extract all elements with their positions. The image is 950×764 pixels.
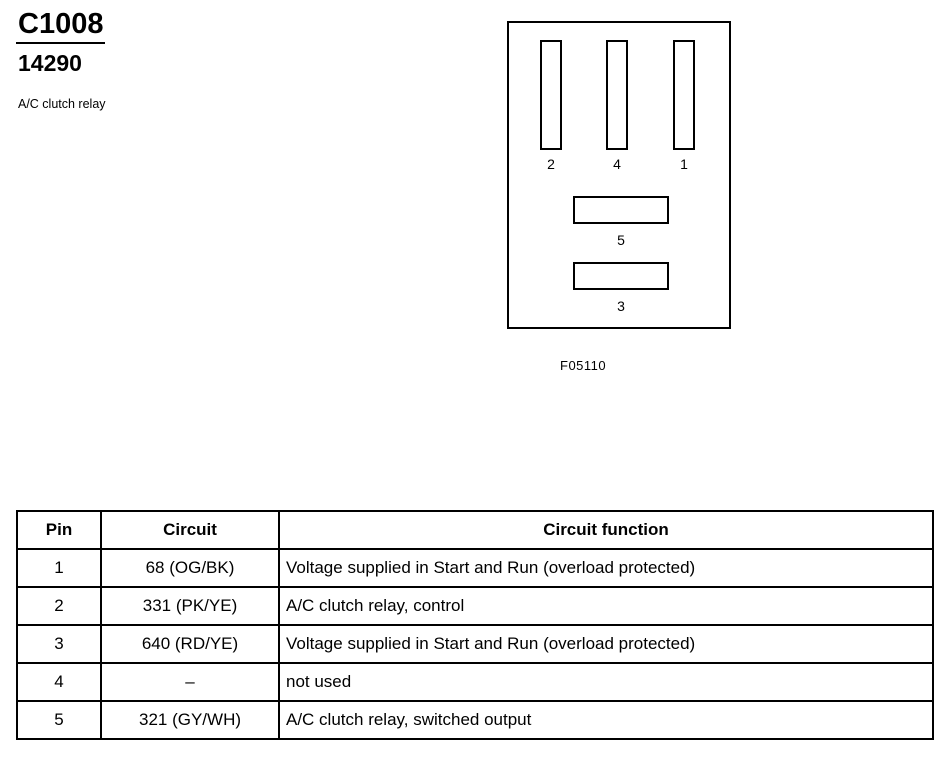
cell-function: A/C clutch relay, switched output [279, 701, 933, 739]
cavity-2 [540, 40, 562, 150]
connector-diagram [507, 21, 733, 331]
table-row [17, 625, 933, 663]
cell-function: A/C clutch relay, control [279, 587, 933, 625]
cavity-label-2: 2 [547, 156, 555, 172]
cavity-1 [673, 40, 695, 150]
pin-table [16, 510, 934, 740]
table-header-row [17, 511, 933, 549]
cell-circuit: 68 (OG/BK) [101, 549, 279, 587]
cell-pin: 5 [17, 701, 101, 739]
cell-function: not used [279, 663, 933, 701]
cavity-label-1: 1 [680, 156, 688, 172]
cavity-label-4: 4 [613, 156, 621, 172]
connector-id: C1008 [16, 8, 105, 44]
table-row [17, 663, 933, 701]
column-header-pin: Pin [17, 511, 101, 549]
table-row [17, 549, 933, 587]
cell-function: Voltage supplied in Start and Run (overload protected) [279, 549, 933, 587]
header-block [16, 8, 316, 112]
cell-pin: 4 [17, 663, 101, 701]
column-header-function: Circuit function [279, 511, 933, 549]
cell-circuit: 331 (PK/YE) [101, 587, 279, 625]
cavity-label-5: 5 [617, 232, 625, 248]
cavity-5 [573, 196, 669, 224]
cell-circuit: – [101, 663, 279, 701]
cell-pin: 2 [17, 587, 101, 625]
cell-function: Voltage supplied in Start and Run (overload protected) [279, 625, 933, 663]
cell-pin: 1 [17, 549, 101, 587]
cavity-3 [573, 262, 669, 290]
cell-circuit: 321 (GY/WH) [101, 701, 279, 739]
component-name: A/C clutch relay [18, 97, 106, 111]
table-row [17, 587, 933, 625]
column-header-circuit: Circuit [101, 511, 279, 549]
table-row [17, 701, 933, 739]
figure-code: F05110 [560, 358, 607, 373]
part-number: 14290 [18, 50, 82, 76]
cell-circuit: 640 (RD/YE) [101, 625, 279, 663]
cavity-4 [606, 40, 628, 150]
cell-pin: 3 [17, 625, 101, 663]
cavity-label-3: 3 [617, 298, 625, 314]
